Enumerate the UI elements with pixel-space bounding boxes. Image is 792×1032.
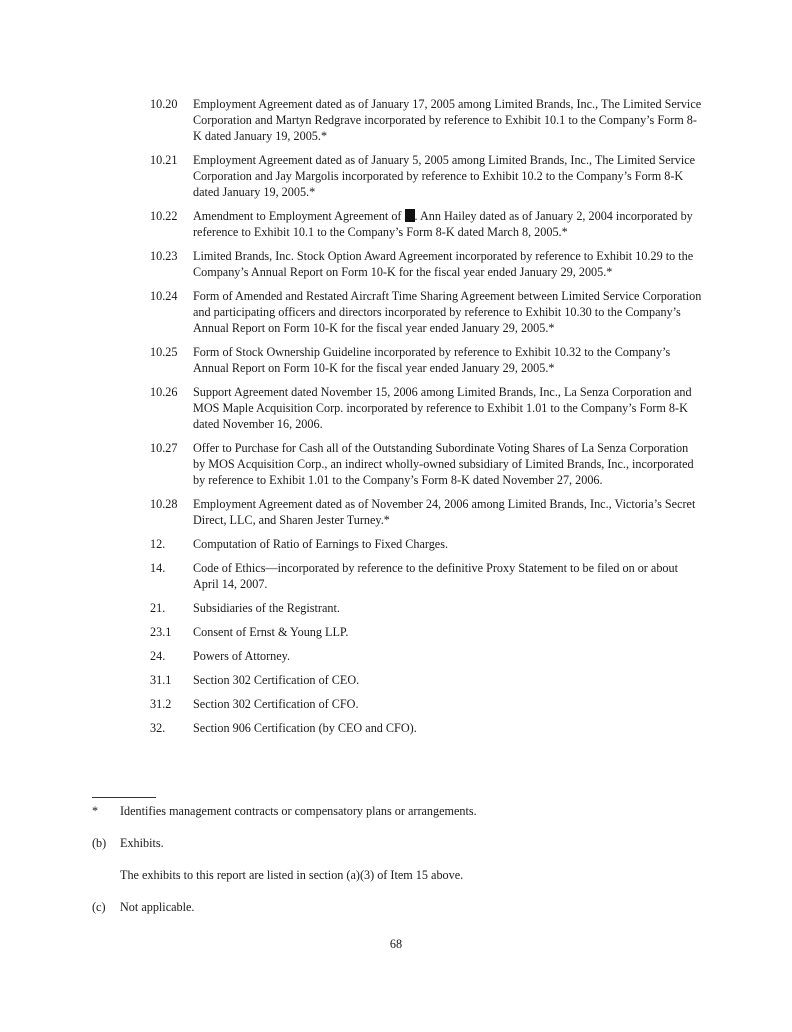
- exhibit-number: 21.: [150, 601, 166, 615]
- section-b-title: Exhibits.: [120, 836, 164, 850]
- exhibit-list: [150, 96, 710, 744]
- page-number: 68: [389, 937, 403, 951]
- exhibit-item: [150, 672, 710, 688]
- exhibit-description: Limited Brands, Inc. Stock Option Award Agreement incorporated by reference to Exhibit 10.29 to the Company’s Annual Report on Form 10-K for the fiscal year ended January 29, 2005.*: [193, 249, 694, 279]
- exhibit-number: 10.20: [150, 97, 178, 111]
- exhibit-number: 10.25: [150, 345, 178, 359]
- section-c-mark: (c): [92, 900, 106, 914]
- exhibit-description: Code of Ethics—incorporated by reference to the definitive Proxy Statement to be filed on or about April 14, 2007.: [193, 561, 678, 591]
- section-c-heading: [92, 899, 194, 915]
- exhibit-description: Section 302 Certification of CEO.: [193, 673, 360, 687]
- exhibit-description: Support Agreement dated November 15, 2006 among Limited Brands, Inc., La Senza Corporation and MOS Maple Acquisition Corp. incorporated by reference to Exhibit 1.01 to the Company’s Form 8-K dated November 16, 2006.: [193, 385, 692, 431]
- exhibit-item: [150, 384, 710, 432]
- exhibit-number: 31.1: [150, 673, 172, 687]
- exhibit-number: 10.22: [150, 209, 178, 223]
- exhibit-number: 32.: [150, 721, 166, 735]
- exhibit-description: Form of Stock Ownership Guideline incorporated by reference to Exhibit 10.32 to the Company’s Annual Report on Form 10-K for the fiscal year ended January 29, 2005.*: [193, 345, 671, 375]
- exhibit-description: Powers of Attorney.: [193, 649, 291, 663]
- exhibit-item: [150, 600, 710, 616]
- exhibit-description: Section 906 Certification (by CEO and CFO).: [193, 721, 417, 735]
- exhibit-item: [150, 440, 710, 488]
- exhibit-number: 10.24: [150, 289, 178, 303]
- exhibit-item: [150, 208, 710, 240]
- footnote: [92, 803, 477, 819]
- section-b-body: The exhibits to this report are listed in section (a)(3) of Item 15 above.: [120, 868, 464, 882]
- exhibit-number: 10.21: [150, 153, 178, 167]
- exhibit-description: Employment Agreement dated as of January 5, 2005 among Limited Brands, Inc., The Limited Service Corporation and Jay Margolis incorporated by reference to Exhibit 10.2 to the Company’s Form 8-K dated January 19, 2005.*: [193, 153, 696, 199]
- exhibit-number: 23.1: [150, 625, 172, 639]
- exhibit-description: Employment Agreement dated as of November 24, 2006 among Limited Brands, Inc., Victoria’s Secret Direct, LLC, and Sharen Jester Turney.*: [193, 497, 696, 527]
- exhibit-description: Subsidiaries of the Registrant.: [193, 601, 340, 615]
- exhibit-item: [150, 560, 710, 592]
- exhibit-item: [150, 248, 710, 280]
- exhibit-number: 14.: [150, 561, 166, 575]
- exhibit-description: Section 302 Certification of CFO.: [193, 697, 359, 711]
- exhibit-text-after-redaction: . Ann Hailey dated as of January 2, 2004 incorporated by reference to Exhibit 10.1 to the Company’s Form 8-K dated March 8, 2005.*: [193, 209, 693, 239]
- exhibit-description: [193, 208, 703, 240]
- exhibit-number: 31.2: [150, 697, 172, 711]
- exhibit-description: Employment Agreement dated as of January 17, 2005 among Limited Brands, Inc., The Limited Service Corporation and Martyn Redgrave incorporated by reference to Exhibit 10.1 to the Company’s Form 8-K dated January 19, 2005.*: [193, 97, 702, 143]
- exhibit-item: [150, 696, 710, 712]
- exhibit-number: 10.23: [150, 249, 178, 263]
- exhibit-item: [150, 624, 710, 640]
- exhibit-description: Form of Amended and Restated Aircraft Time Sharing Agreement between Limited Service Corporation and participating officers and directors incorporated by reference to Exhibit 10.30 to the Company’s Annual Report on Form 10-K for the fiscal year ended January 29, 2005.*: [193, 289, 702, 335]
- exhibit-description: Offer to Purchase for Cash all of the Outstanding Subordinate Voting Shares of La Senza Corporation by MOS Acquisition Corp., an indirect wholly-owned subsidiary of Limited Brands, Inc., incorporated by reference to Exhibit 1.01 to the Company’s Form 8-K dated November 27, 2006.: [193, 441, 694, 487]
- exhibit-item: [150, 152, 710, 200]
- footnote-divider: [92, 797, 156, 798]
- exhibit-number: 12.: [150, 537, 166, 551]
- exhibit-description: Computation of Ratio of Earnings to Fixed Charges.: [193, 537, 449, 551]
- exhibit-item: [150, 496, 710, 528]
- footnote-mark: *: [92, 804, 99, 818]
- exhibit-item: [150, 720, 710, 736]
- exhibit-description: Consent of Ernst & Young LLP.: [193, 625, 349, 639]
- section-b-heading: [92, 835, 164, 851]
- exhibit-number: 24.: [150, 649, 166, 663]
- exhibit-item: [150, 344, 710, 376]
- exhibit-item: [150, 96, 710, 144]
- section-c-text: Not applicable.: [120, 900, 195, 914]
- redaction-box: [405, 209, 415, 222]
- footnote-text: Identifies management contracts or compensatory plans or arrangements.: [120, 804, 477, 818]
- exhibit-text-before-redaction: Amendment to Employment Agreement of: [193, 209, 405, 223]
- exhibit-item: [150, 536, 710, 552]
- exhibit-number: 10.27: [150, 441, 178, 455]
- section-b-mark: (b): [92, 836, 107, 850]
- exhibit-item: [150, 648, 710, 664]
- exhibit-number: 10.28: [150, 497, 178, 511]
- exhibit-item: [150, 288, 710, 336]
- exhibit-number: 10.26: [150, 385, 178, 399]
